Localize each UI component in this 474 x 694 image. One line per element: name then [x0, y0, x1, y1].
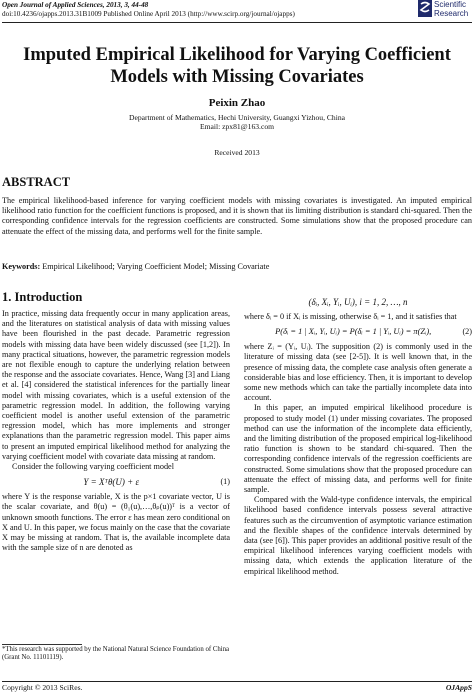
title-line2: Models with Missing Covariates [110, 67, 364, 87]
footnote-rule [2, 644, 82, 645]
publisher-logo-icon [418, 0, 432, 17]
abstract-heading: ABSTRACT [2, 175, 71, 189]
left-column [2, 309, 230, 553]
equation-data [244, 292, 472, 312]
right-column [244, 292, 472, 577]
equation-2 [244, 322, 472, 342]
logo-text-line1: Scientific [434, 0, 467, 9]
header-rule [2, 22, 472, 23]
publisher-logo [418, 0, 468, 18]
right-paragraph-1: where δᵢ = 0 if Xᵢ is missing, otherwise δᵢ = 1, and it satisfies that [244, 312, 457, 321]
paper-title [0, 44, 474, 88]
intro-paragraph-3: where Y is the response variable, X is the p×1 covariate vector, U is the scalar covariate, and θ(u) = (θ₁(u),…,θₚ(u))ᵀ is a vector of unknown smooth functions. The error ε has mean zero conditional on X and U. In this paper, we focus mainly on the case that the covariate X may be missing at random. That is, the available incomplete data with the sample size of n are denoted as [2, 492, 230, 553]
equation-1 [2, 472, 230, 492]
equation-data-body: (δᵢ, Xᵢ, Yᵢ, Uᵢ), i = 1, 2, …, n [308, 296, 408, 307]
abstract-text: The empirical likelihood-based inference for varying coefficient models with missing covariates is investigated. An imputed empirical likelihood ratio function for the coefficient functions is proposed, and it is shown that iis limiting distribution is standard chi-squared. Then the corresponding confidence intervals for the regression coefficients are constructed. Some simulations show that the proposed procedure can attenuate the effect of the missing data, and performs well for the finite sample. [2, 196, 472, 236]
equation-1-body: Y = Xᵀθ(U) + ε [83, 477, 140, 488]
running-header [2, 1, 295, 18]
doi-line: doi:10.4236/ojapps.2013.31B1009 Published Online April 2013 (http://www.scirp.org/journal/ojapps) [2, 9, 295, 18]
affiliation-text: Department of Mathematics, Hechi University, Guangxi Yizhou, China [128, 113, 346, 122]
footer-copyright: Copyright © 2013 SciRes. [2, 683, 83, 692]
footnote: *This research was supported by the National Natural Science Foundation of China (Grant No. 11101119). [2, 646, 230, 661]
author-email: Email: zpx81@163.com [199, 122, 275, 131]
intro-paragraph-1: In practice, missing data frequently occur in many application areas, and the literatures on statistical analysis of data with missing values have been flourished in the past decade. Parametric regression models with missing data have been widely discussed (see [1,2]). In many practical situations, however, the parametric regression models are not flexible enough to capture the underlying relation between the response and the associate covariates. Hence, Wang [3] and Liang et al. [4] considered the statistical inferences for the partially linear model with missing covariates, which is a useful extension of the parametric regression model. In addition, the following varying coefficient model is another useful extension of the parametric regression model, which has more implements and stronger explanations than the parametric regression model. This paper aims to present an imputed empirical likelihood method for analyzing the varying coefficient model with covariate data missing at random. [2, 309, 230, 461]
keywords [2, 262, 269, 271]
logo-text-line2: Research [434, 8, 469, 18]
equation-2-number: (2) [462, 327, 472, 337]
journal-citation: Open Journal of Applied Sciences, 2013, 3, 44-48 [2, 1, 149, 9]
author-name: Peixin Zhao [208, 97, 266, 109]
title-line1: Imputed Empirical Likelihood for Varying Coefficient [23, 45, 451, 65]
footer-journal-abbrev: OJAppS [445, 683, 472, 692]
equation-2-body: P(δᵢ = 1 | Xᵢ, Yᵢ, Uᵢ) = P(δᵢ = 1 | Yᵢ, Uᵢ) = π(Zᵢ), [275, 327, 432, 337]
footer-rule [2, 681, 472, 682]
equation-1-number: (1) [220, 477, 230, 487]
affiliation [0, 113, 474, 131]
right-paragraph-2: where Zᵢ = (Yᵢ, Uᵢ). The supposition (2) is commonly used in the literature of missing data (see [2-5]). It is well known that, in the presence of missing data, the complete case analysis often generate a considerable bias and lose efficiency. Then, it is important to develop some new methods which can take the partially incomplete data into account. [244, 342, 472, 403]
keywords-label: Keywords: [2, 262, 41, 271]
intro-paragraph-2: Consider the following varying coefficient model [12, 462, 174, 472]
intro-heading: 1. Introduction [2, 290, 83, 304]
right-paragraph-4: Compared with the Wald-type confidence intervals, the empirical likelihood based confidence intervals possess several attractive features such as the circumvention of asymptotic variance estimation and the flexible shapes of the confidence intervals determined by data (see [6]). This paper provides an additional positive result of the empirical likelihood inferences varying coefficient models with missing data, which extends the application literature of the empirical likelihood method. [244, 495, 472, 576]
keywords-text: Empirical Likelihood; Varying Coefficient Model; Missing Covariate [42, 262, 270, 271]
received-date: Received 2013 [214, 148, 260, 157]
right-paragraph-3: In this paper, an imputed empirical likelihood procedure is proposed to study model (1) under missing covariates. The proposed method can use the information of the incomplete data efficiently, and the limiting distribution of the proposed empirical log-likelihood ratio function is shown to be standard chi-squared. Then the corresponding confidence intervals of the regression coefficients are constructed. Some simulations show that the proposed procedure can attenuate the effect of missing data, and performs well for finite sample. [244, 403, 472, 495]
